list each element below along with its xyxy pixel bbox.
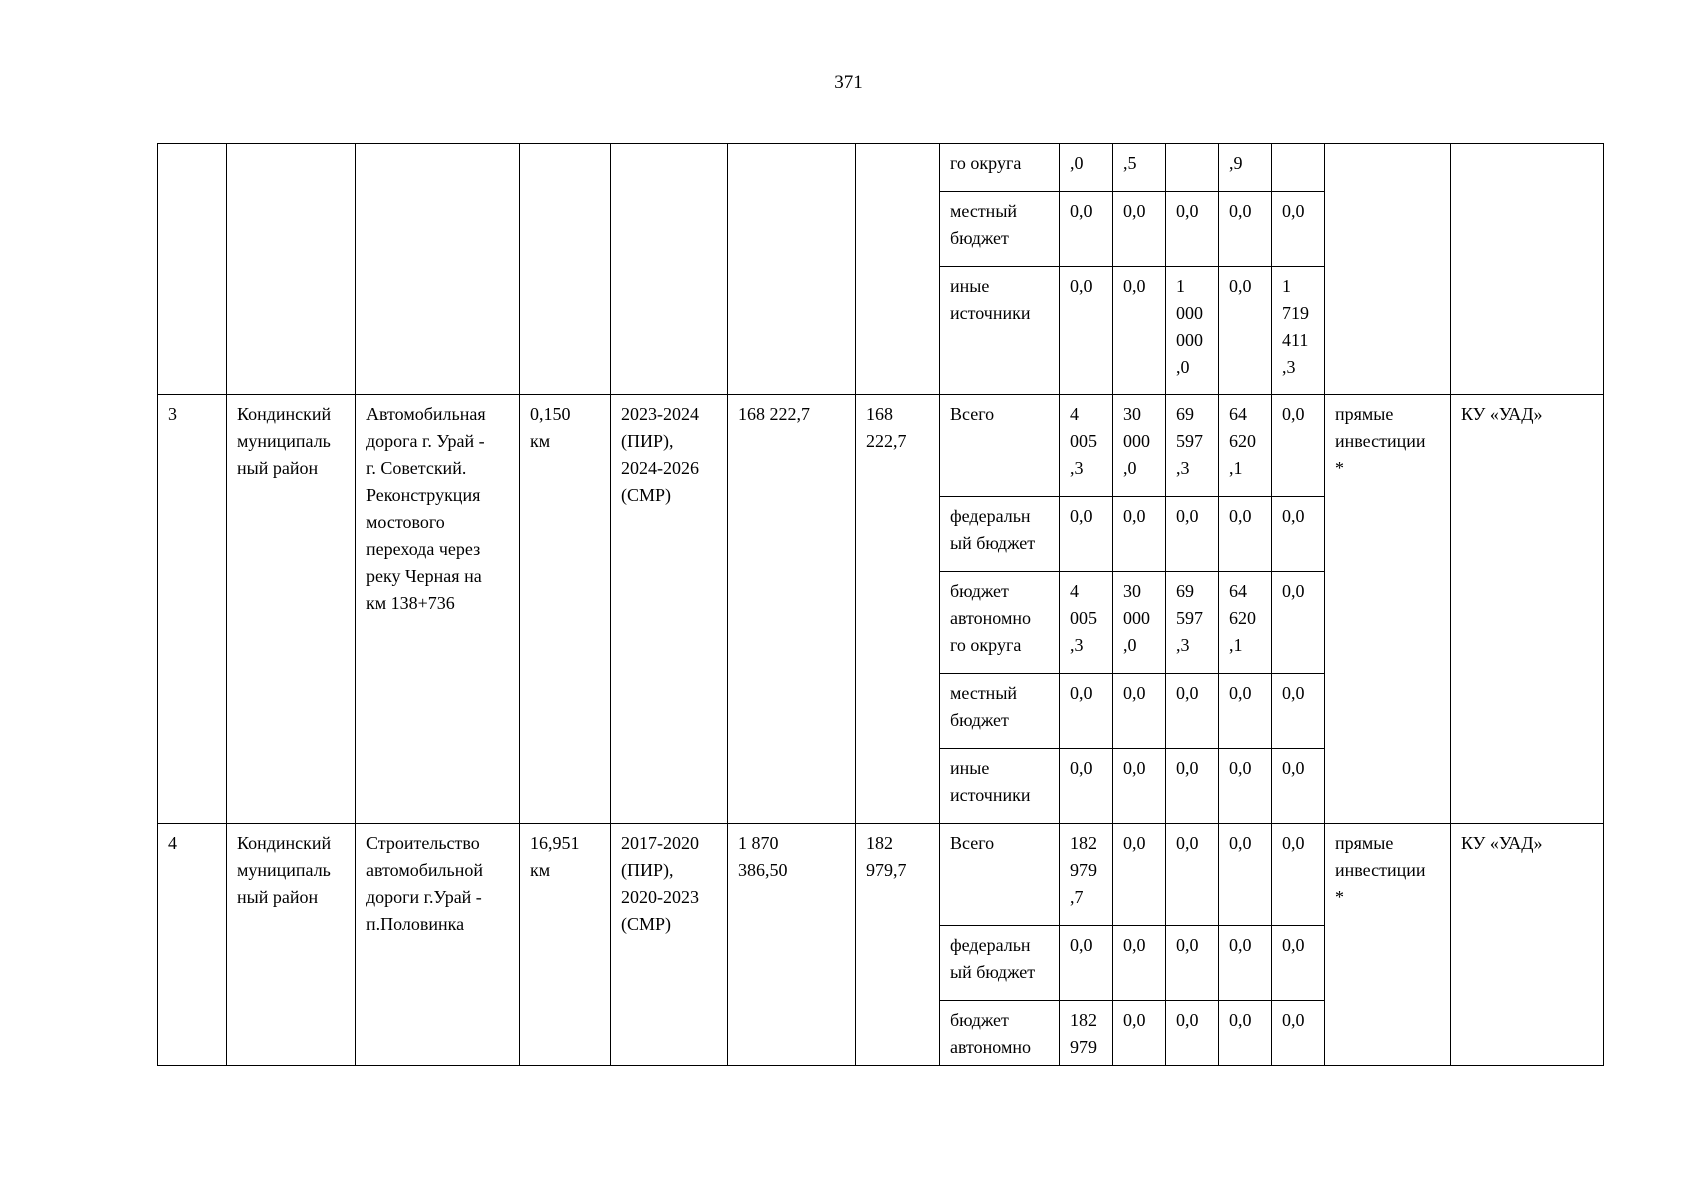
value-cell: 0,0 <box>1272 395 1325 497</box>
value-cell: 0,0 <box>1113 926 1166 1001</box>
value-cell: 69 597 ,3 <box>1166 395 1219 497</box>
project-customer: КУ «УАД» <box>1451 824 1604 1066</box>
value-cell: 0,0 <box>1060 749 1113 824</box>
project-district: Кондинский муниципаль ный район <box>227 395 356 824</box>
value-cell: 0,0 <box>1219 749 1272 824</box>
value-cell: 0,0 <box>1166 824 1219 926</box>
value-cell: 4 005 ,3 <box>1060 395 1113 497</box>
value-cell: 0,0 <box>1113 824 1166 926</box>
value-cell: 0,0 <box>1219 674 1272 749</box>
budget-table <box>157 143 1604 1066</box>
value-cell: 0,0 <box>1060 674 1113 749</box>
project-investment-type: прямые инвестиции * <box>1325 824 1451 1066</box>
value-cell: ,0 <box>1060 144 1113 192</box>
value-cell: 0,0 <box>1219 267 1272 395</box>
value-cell <box>1272 144 1325 192</box>
table-row <box>158 824 1604 926</box>
table-row <box>158 395 1604 497</box>
project-cost: 168 222,7 <box>728 395 856 824</box>
source-label: федеральн ый бюджет <box>940 926 1060 1001</box>
value-cell: 0,0 <box>1166 1001 1219 1066</box>
value-cell: 182 979 <box>1060 1001 1113 1066</box>
cell-num <box>158 144 227 395</box>
value-cell: ,9 <box>1219 144 1272 192</box>
cell-district <box>227 144 356 395</box>
source-label: бюджет автономно го округа <box>940 572 1060 674</box>
value-cell: 0,0 <box>1272 192 1325 267</box>
value-cell: 0,0 <box>1060 267 1113 395</box>
value-cell: 1 719 411 ,3 <box>1272 267 1325 395</box>
source-label: местный бюджет <box>940 192 1060 267</box>
value-cell: 0,0 <box>1166 674 1219 749</box>
value-cell: 0,0 <box>1113 267 1166 395</box>
value-cell: 182 979 ,7 <box>1060 824 1113 926</box>
page-number: 371 <box>834 72 863 93</box>
value-cell: 69 597 ,3 <box>1166 572 1219 674</box>
project-object: Автомобильная дорога г. Урай - г. Советский. Реконструкция мостового перехода через реку Черная на км 138+736 <box>356 395 520 824</box>
cell-period <box>611 144 728 395</box>
value-cell: 0,0 <box>1272 497 1325 572</box>
table-row <box>158 144 1604 192</box>
value-cell: 30 000 ,0 <box>1113 395 1166 497</box>
value-cell: 0,0 <box>1219 497 1272 572</box>
value-cell: 0,0 <box>1272 1001 1325 1066</box>
value-cell: 0,0 <box>1113 192 1166 267</box>
value-cell: 0,0 <box>1113 497 1166 572</box>
project-number: 4 <box>158 824 227 1066</box>
project-customer: КУ «УАД» <box>1451 395 1604 824</box>
source-label: Всего <box>940 824 1060 926</box>
value-cell: 0,0 <box>1060 192 1113 267</box>
source-label: местный бюджет <box>940 674 1060 749</box>
value-cell: 0,0 <box>1166 749 1219 824</box>
value-cell <box>1166 144 1219 192</box>
value-cell: 30 000 ,0 <box>1113 572 1166 674</box>
value-cell: 64 620 ,1 <box>1219 572 1272 674</box>
value-cell: 0,0 <box>1272 674 1325 749</box>
value-cell: 1 000 000 ,0 <box>1166 267 1219 395</box>
project-remaining: 182 979,7 <box>856 824 940 1066</box>
project-capacity: 16,951 км <box>520 824 611 1066</box>
value-cell: 0,0 <box>1113 674 1166 749</box>
value-cell: 0,0 <box>1166 926 1219 1001</box>
cell-remaining <box>856 144 940 395</box>
source-label: федеральн ый бюджет <box>940 497 1060 572</box>
source-label: бюджет автономно <box>940 1001 1060 1066</box>
value-cell: 0,0 <box>1060 926 1113 1001</box>
value-cell: 0,0 <box>1272 749 1325 824</box>
value-cell: 0,0 <box>1219 926 1272 1001</box>
value-cell: 0,0 <box>1060 497 1113 572</box>
value-cell: 0,0 <box>1272 572 1325 674</box>
value-cell: 4 005 ,3 <box>1060 572 1113 674</box>
source-label: Всего <box>940 395 1060 497</box>
cell-cost <box>728 144 856 395</box>
project-cost: 1 870 386,50 <box>728 824 856 1066</box>
cell-object <box>356 144 520 395</box>
source-label: го округа <box>940 144 1060 192</box>
project-number: 3 <box>158 395 227 824</box>
value-cell: 0,0 <box>1219 1001 1272 1066</box>
value-cell: 0,0 <box>1219 824 1272 926</box>
value-cell: 0,0 <box>1166 192 1219 267</box>
project-investment-type: прямые инвестиции * <box>1325 395 1451 824</box>
cell-capacity <box>520 144 611 395</box>
value-cell: 0,0 <box>1166 497 1219 572</box>
value-cell: 0,0 <box>1219 192 1272 267</box>
project-period: 2023-2024 (ПИР), 2024-2026 (СМР) <box>611 395 728 824</box>
source-label: иные источники <box>940 749 1060 824</box>
value-cell: 0,0 <box>1272 824 1325 926</box>
source-label: иные источники <box>940 267 1060 395</box>
value-cell: 64 620 ,1 <box>1219 395 1272 497</box>
project-object: Строительство автомобильной дороги г.Урай - п.Половинка <box>356 824 520 1066</box>
project-capacity: 0,150 км <box>520 395 611 824</box>
value-cell: ,5 <box>1113 144 1166 192</box>
project-period: 2017-2020 (ПИР), 2020-2023 (СМР) <box>611 824 728 1066</box>
value-cell: 0,0 <box>1113 749 1166 824</box>
cell-investment <box>1325 144 1451 395</box>
project-remaining: 168 222,7 <box>856 395 940 824</box>
project-district: Кондинский муниципаль ный район <box>227 824 356 1066</box>
cell-customer <box>1451 144 1604 395</box>
value-cell: 0,0 <box>1113 1001 1166 1066</box>
value-cell: 0,0 <box>1272 926 1325 1001</box>
